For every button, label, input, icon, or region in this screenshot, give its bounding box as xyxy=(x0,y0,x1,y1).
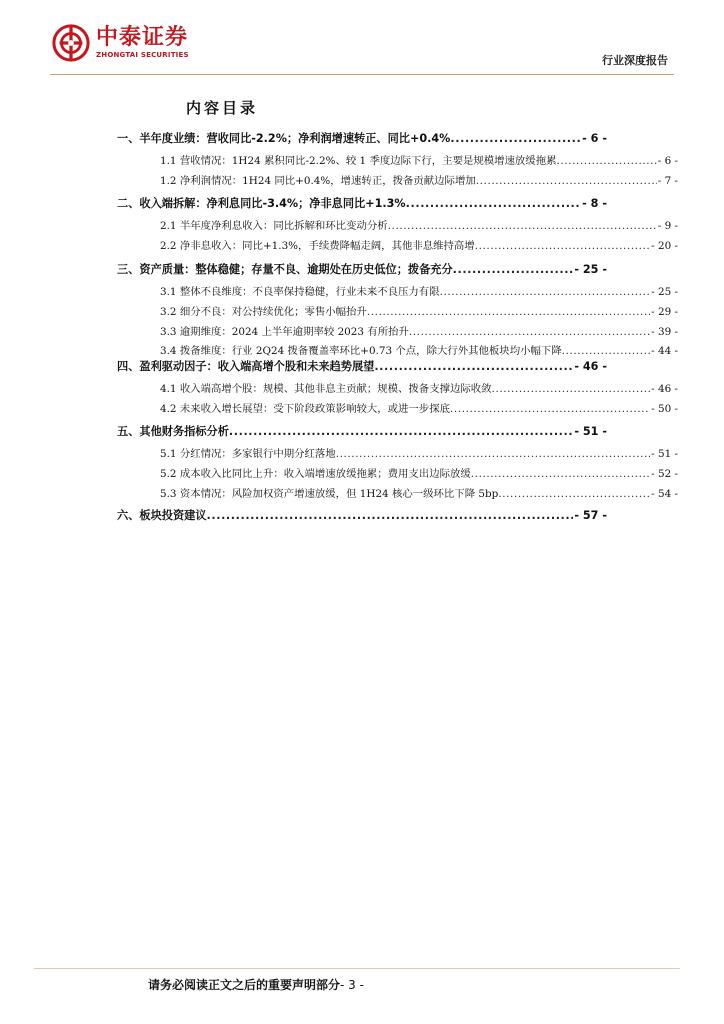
toc-entry-5[interactable] xyxy=(117,423,607,439)
toc-entry-4[interactable] xyxy=(117,358,607,374)
toc-entry-title: 五、其他财务指标分析 xyxy=(117,425,229,438)
toc-entry-title: 3.4 拨备维度：行业 2Q24 拨备覆盖率环比+0.73 个点，除大行外其他板块均小幅下降 xyxy=(160,345,562,357)
page-footer xyxy=(148,976,364,993)
toc-entry-4-1[interactable] xyxy=(160,380,678,395)
toc-entry-title: 4.2 未来收入增长展望：受下阶段政策影响较大，或进一步探底 xyxy=(160,403,450,415)
toc-page-number: - 50 - xyxy=(651,403,678,415)
toc-entry-2-1[interactable] xyxy=(160,217,678,232)
toc-entry-title: 三、资产质量：整体稳健；存量不良、逾期处在历史低位；拨备充分 xyxy=(117,263,453,276)
toc-leader-dots xyxy=(440,286,651,298)
toc-entry-title: 5.3 资本情况：风险加权资产增速放缓，但 1H24 核心一级环比下降 5bp xyxy=(160,488,499,500)
toc-entry-title: 3.2 细分不良：对公持续优化；零售小幅抬升 xyxy=(160,306,367,318)
toc-leader-dots xyxy=(562,345,650,357)
toc-entry-title: 六、板块投资建议 xyxy=(117,509,207,522)
toc-entry-title: 一、半年度业绩：营收同比-2.2%；净利润增速转正、同比+0.4% xyxy=(117,132,451,145)
toc-page-number: - 44 - xyxy=(651,345,678,357)
toc-leader-dots xyxy=(450,132,581,145)
toc-entry-title: 2.2 净非息收入：同比+1.3%，手续费降幅走阔，其他非息维持高增 xyxy=(160,240,475,252)
toc-entry-title: 1.1 营收情况：1H24 累积同比-2.2%、较 1 季度边际下行，主要是规模增速放缓拖累 xyxy=(160,155,557,167)
toc-leader-dots xyxy=(388,220,657,232)
toc-page-number: - 25 - xyxy=(651,286,678,298)
toc-page-number: - 6 - xyxy=(657,155,678,167)
toc-leader-dots xyxy=(471,468,650,480)
toc-entry-5-3[interactable] xyxy=(160,485,678,500)
toc-leader-dots xyxy=(492,383,651,395)
toc-entry-title: 3.1 整体不良维度：不良率保持稳健，行业未来不良压力有限 xyxy=(160,286,440,298)
header-divider xyxy=(50,74,674,75)
company-logo xyxy=(52,24,189,62)
toc-entry-3[interactable] xyxy=(117,261,607,277)
toc-leader-dots xyxy=(336,448,650,460)
toc-leader-dots xyxy=(476,175,657,187)
toc-page-number: - 54 - xyxy=(651,488,678,500)
toc-entry-3-4[interactable] xyxy=(160,342,678,357)
toc-title: 内容目录 xyxy=(186,99,259,117)
toc-leader-dots xyxy=(406,197,581,210)
toc-leader-dots xyxy=(498,488,650,500)
toc-entry-title: 3.3 逾期维度：2024 上半年逾期率较 2023 有所抬升 xyxy=(160,326,409,338)
toc-page-number: - 7 - xyxy=(657,175,678,187)
toc-leader-dots xyxy=(556,155,656,167)
toc-entry-2-2[interactable] xyxy=(160,237,678,252)
toc-entry-1[interactable] xyxy=(117,130,607,146)
logo-text xyxy=(96,26,189,60)
toc-page-number: - 20 - xyxy=(651,240,678,252)
disclaimer-notice: 请务必阅读正文之后的重要声明部分 xyxy=(148,978,341,992)
toc-page-number: - 6 - xyxy=(582,132,607,145)
toc-page-number: - 39 - xyxy=(651,326,678,338)
toc-entry-title: 5.2 成本收入比同比上升：收入端增速放缓拖累；费用支出边际放缓 xyxy=(160,468,471,480)
toc-leader-dots xyxy=(453,263,574,276)
toc-page-number: - 51 - xyxy=(574,425,607,438)
toc-page-number: - 57 - xyxy=(574,509,607,522)
toc-entry-title: 5.1 分红情况：多家银行中期分红落地 xyxy=(160,448,336,460)
toc-leader-dots xyxy=(450,403,650,415)
toc-entry-2[interactable] xyxy=(117,195,607,211)
toc-page-number: - 8 - xyxy=(582,197,607,210)
toc-entry-4-2[interactable] xyxy=(160,400,678,415)
toc-leader-dots xyxy=(409,326,650,338)
toc-page-number: - 25 - xyxy=(574,263,607,276)
toc-entry-5-2[interactable] xyxy=(160,465,678,480)
toc-page-number: - 51 - xyxy=(651,448,678,460)
toc-entry-title: 二、收入端拆解：净利息同比-3.4%；净非息同比+1.3% xyxy=(117,197,406,210)
toc-leader-dots xyxy=(229,425,573,438)
toc-leader-dots xyxy=(367,306,650,318)
toc-entry-3-1[interactable] xyxy=(160,283,678,298)
footer-page-number: - 3 - xyxy=(340,978,364,992)
toc-page-number: - 46 - xyxy=(574,360,607,373)
toc-entry-title: 1.2 净利润情况：1H24 同比+0.4%，增速转正，拨备贡献边际增加 xyxy=(160,175,476,187)
zhongtai-logo-icon xyxy=(52,24,90,62)
toc-entry-title: 4.1 收入端高增个股：规模、其他非息主贡献；规模、拨备支撑边际收敛 xyxy=(160,383,492,395)
toc-entry-3-3[interactable] xyxy=(160,323,678,338)
logo-name-cn: 中泰证券 xyxy=(96,25,189,50)
toc-entry-title: 四、盈利驱动因子：收入端高增个股和未来趋势展望 xyxy=(117,360,375,373)
page-header xyxy=(0,0,724,80)
toc-leader-dots xyxy=(207,509,574,522)
toc-page-number: - 52 - xyxy=(651,468,678,480)
toc-leader-dots xyxy=(475,240,650,252)
toc-page-number: - 29 - xyxy=(651,306,678,318)
toc-page-number: - 9 - xyxy=(657,220,678,232)
toc-entry-1-1[interactable] xyxy=(160,152,678,167)
toc-entry-1-2[interactable] xyxy=(160,172,678,187)
toc-leader-dots xyxy=(374,360,573,373)
toc-entry-6[interactable] xyxy=(117,507,607,523)
footer-divider xyxy=(34,968,680,969)
toc-entry-3-2[interactable] xyxy=(160,303,678,318)
toc-page-number: - 46 - xyxy=(651,383,678,395)
logo-name-en: ZHONGTAI SECURITIES xyxy=(96,51,189,59)
toc-entry-title: 2.1 半年度净利息收入：同比拆解和环比变动分析 xyxy=(160,220,388,232)
toc-entry-5-1[interactable] xyxy=(160,445,678,460)
report-type-label: 行业深度报告 xyxy=(602,54,668,67)
